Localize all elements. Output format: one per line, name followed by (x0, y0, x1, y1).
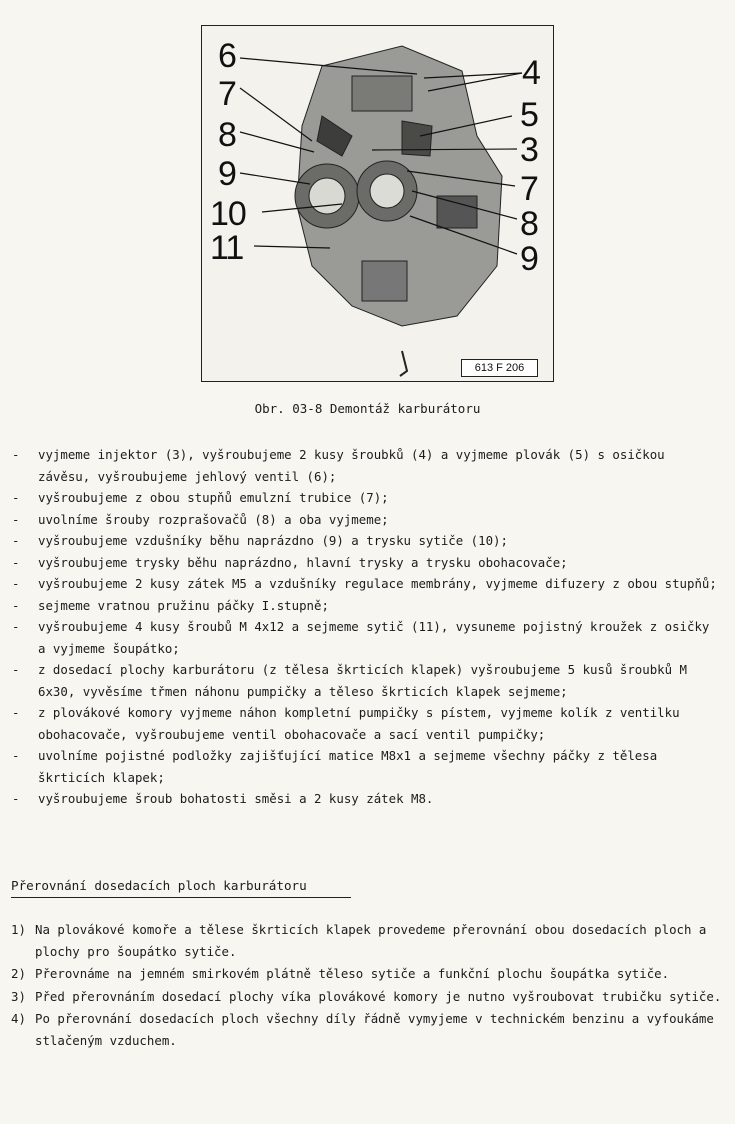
list-item (12, 595, 724, 617)
callout-9-right: 9 (520, 240, 538, 278)
callout-8-right: 8 (520, 205, 538, 243)
list-item (12, 788, 724, 810)
carburetor-illustration (202, 26, 555, 383)
numbered-steps (11, 919, 725, 1052)
list-item-text: vyšroubujeme z obou stupňů emulzní trubice (7); (38, 490, 389, 505)
list-item-text: vyšroubujeme trysky běhu naprázdno, hlavní trysky a trysku obohacovače; (38, 554, 568, 570)
bullet-dash: - (12, 490, 20, 505)
bullet-dash: - (12, 533, 20, 548)
callout-3: 3 (520, 131, 538, 169)
list-item (12, 509, 724, 531)
step-text: Před přerovnáním dosedací plochy víka plovákové komory je nutno vyšroubovat trubičku sytiče. (35, 988, 722, 1004)
callout-8-left: 8 (218, 116, 236, 154)
step-number: 2) (11, 966, 26, 981)
step-text: Na plovákové komoře a tělese škrticích klapek provedeme přerovnání obou dosedacích ploch a plochy pro šoupátko sytiče. (35, 922, 707, 959)
callout-7-right: 7 (520, 170, 538, 208)
bullet-dash: - (12, 662, 20, 677)
list-item (12, 659, 724, 702)
list-item-text: uvolníme šrouby rozprašovačů (8) a oba vyjmeme; (38, 511, 389, 527)
callout-5: 5 (520, 96, 538, 134)
figure-code: 613 F 206 (461, 359, 538, 377)
carburetor-figure (201, 25, 554, 382)
bullet-dash: - (12, 597, 20, 613)
list-item (12, 745, 724, 788)
list-item (12, 487, 724, 509)
list-item-text: vyšroubujeme vzdušníky běhu naprázdno (9) a trysku sytiče (10); (38, 533, 508, 548)
step-text: Po přerovnání dosedacích ploch všechny díly řádně vymyjeme v technickém benzinu a vyfoukáme stlačeným vzduchem. (35, 1011, 714, 1048)
disassembly-steps (12, 444, 724, 810)
step-number: 4) (11, 1011, 26, 1026)
list-item-text: sejmeme vratnou pružinu páčky I.stupně; (38, 597, 329, 613)
bullet-dash: - (12, 705, 20, 720)
list-item-text: vyšroubujeme 4 kusy šroubů M 4x12 a sejmeme sytič (11), vysuneme pojistný kroužek z osičky a vyjmeme šoupátko; (38, 619, 710, 656)
bullet-dash: - (12, 447, 20, 462)
step-number: 3) (11, 988, 26, 1004)
figure-caption: Obr. 03-8 Demontáž karburátoru (254, 401, 481, 416)
callout-10: 10 (210, 195, 246, 233)
list-item (12, 552, 724, 574)
step-number: 1) (11, 922, 26, 937)
callout-7-left: 7 (218, 75, 236, 113)
list-item (12, 702, 724, 745)
numbered-step (11, 986, 725, 1008)
bullet-dash: - (12, 554, 20, 570)
list-item-text: z dosedací plochy karburátoru (z tělesa škrticích klapek) vyšroubujeme 5 kusů šroubků M 6x30, vyvěsíme třmen náhonu pumpičky a těleso škrticích klapek sejmeme; (38, 662, 688, 699)
list-item (12, 530, 724, 552)
list-item (12, 573, 724, 595)
section-heading: Přerovnání dosedacích ploch karburátoru (11, 878, 351, 898)
list-item-text: vyjmeme injektor (3), vyšroubujeme 2 kusy šroubků (4) a vyjmeme plovák (5) s osičkou závěsu, vyšroubujeme jehlový ventil (6); (38, 447, 665, 484)
bullet-dash: - (12, 619, 20, 634)
numbered-step (11, 919, 725, 962)
list-item-text: vyšroubujeme šroub bohatosti směsi a 2 kusy zátek M8. (38, 791, 434, 806)
bullet-dash: - (12, 791, 20, 806)
numbered-step (11, 1008, 725, 1051)
list-item (12, 444, 724, 487)
bullet-dash: - (12, 748, 20, 763)
bullet-dash: - (12, 511, 20, 527)
callout-4: 4 (522, 54, 540, 92)
callout-11: 11 (210, 229, 244, 267)
step-text: Přerovnáme na jemném smirkovém plátně těleso sytiče a funkční plochu šoupátka sytiče. (35, 966, 670, 981)
list-item (12, 616, 724, 659)
list-item-text: z plovákové komory vyjmeme náhon kompletní pumpičky s pístem, vyjmeme kolík z ventilku obohacovače, vyšroubujeme ventil obohacovače a sací ventil pumpičky; (38, 705, 680, 742)
numbered-step (11, 963, 725, 985)
list-item-text: vyšroubujeme 2 kusy zátek M5 a vzdušníky regulace membrány, vyjmeme difuzery z obou stupňů; (38, 576, 717, 591)
callout-6: 6 (218, 37, 236, 75)
callout-9-left: 9 (218, 155, 236, 193)
bullet-dash: - (12, 576, 20, 591)
list-item-text: uvolníme pojistné podložky zajišťující matice M8x1 a sejmeme všechny páčky z tělesa škrticích klapek; (38, 748, 658, 785)
